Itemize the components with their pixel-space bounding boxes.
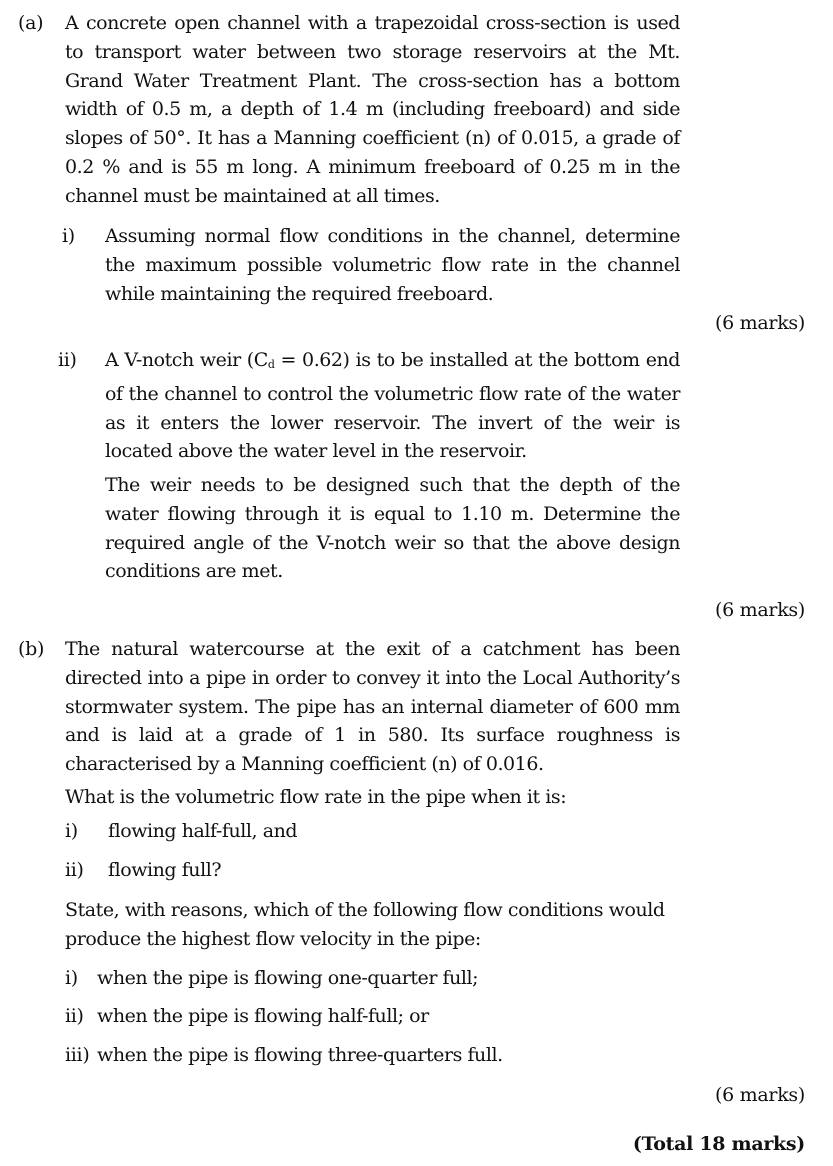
- part-a-q1-text: Assuming normal flow conditions in the channel, determine the maximum possible volumetric flow rate in the channel while maintaining the required freeboard.: [105, 225, 680, 305]
- part-b-intro: The natural watercourse at the exit of a catchment has been directed into a pipe in order to convey it into the Local Authority’s stormwater system. The pipe has an internal diameter of 600 mm and is laid at a grade of 1 in 580. Its surface roughness is characterised by a Manning coefficient (n) of 0.016.: [65, 638, 680, 776]
- part-b-label: (b): [18, 638, 45, 660]
- part-b-question: What is the volumetric flow rate in the pipe when it is:: [65, 786, 567, 808]
- part-a-q2-text-end: = 0.62) is to be installed at the bottom end of the channel to control the volumetric flow rate of the water as it enters the lower reservoir. The invert of the weir is located above the water level in the reservoir.: [105, 349, 680, 463]
- part-a-q1-marks: (6 marks): [715, 312, 805, 334]
- part-a-q2-text: [105, 346, 680, 466]
- part-a-intro: A concrete open channel with a trapezoidal cross-section is used to transport water between two storage reservoirs at the Mt. Grand Water Treatment Plant. The cross-section has a bottom width of 0.5 m, a depth of 1.4 m (including freeboard) and side slopes of 50°. It has a Manning coefficient (n) of 0.015, a grade of 0.2 % and is 55 m long. A minimum freeboard of 0.25 m in the channel must be maintained at all times.: [65, 12, 680, 207]
- condition-text: when the pipe is flowing one-quarter full;: [97, 967, 479, 989]
- flow-item-label: i): [65, 820, 78, 842]
- condition-text: when the pipe is flowing half-full; or: [97, 1005, 429, 1027]
- part-a-q2-text-start: A V-notch weir (C: [105, 349, 268, 371]
- part-a-q1-label: i): [62, 225, 75, 247]
- part-a-q2-label: ii): [58, 349, 77, 371]
- total-marks: (Total 18 marks): [632, 1133, 805, 1155]
- flow-item-label: ii): [65, 859, 84, 881]
- condition-label: ii): [65, 1005, 84, 1027]
- part-b-marks: (6 marks): [715, 1084, 805, 1106]
- part-a-q2-subscript: d: [267, 358, 275, 371]
- part-a-label: (a): [18, 12, 44, 34]
- flow-item-text: flowing full?: [108, 859, 222, 881]
- condition-text: when the pipe is flowing three-quarters full.: [97, 1044, 503, 1066]
- part-b-state: State, with reasons, which of the following flow conditions would produce the highest flow velocity in the pipe:: [65, 899, 665, 950]
- flow-item-text: flowing half-full, and: [108, 820, 298, 842]
- part-a-q2-marks: (6 marks): [715, 599, 805, 621]
- condition-label: iii): [65, 1044, 90, 1066]
- part-a-q2-text2: The weir needs to be designed such that the depth of the water flowing through it is equal to 1.10 m. Determine the required angle of the V-notch weir so that the above design conditions are met.: [105, 474, 680, 583]
- condition-label: i): [65, 967, 78, 989]
